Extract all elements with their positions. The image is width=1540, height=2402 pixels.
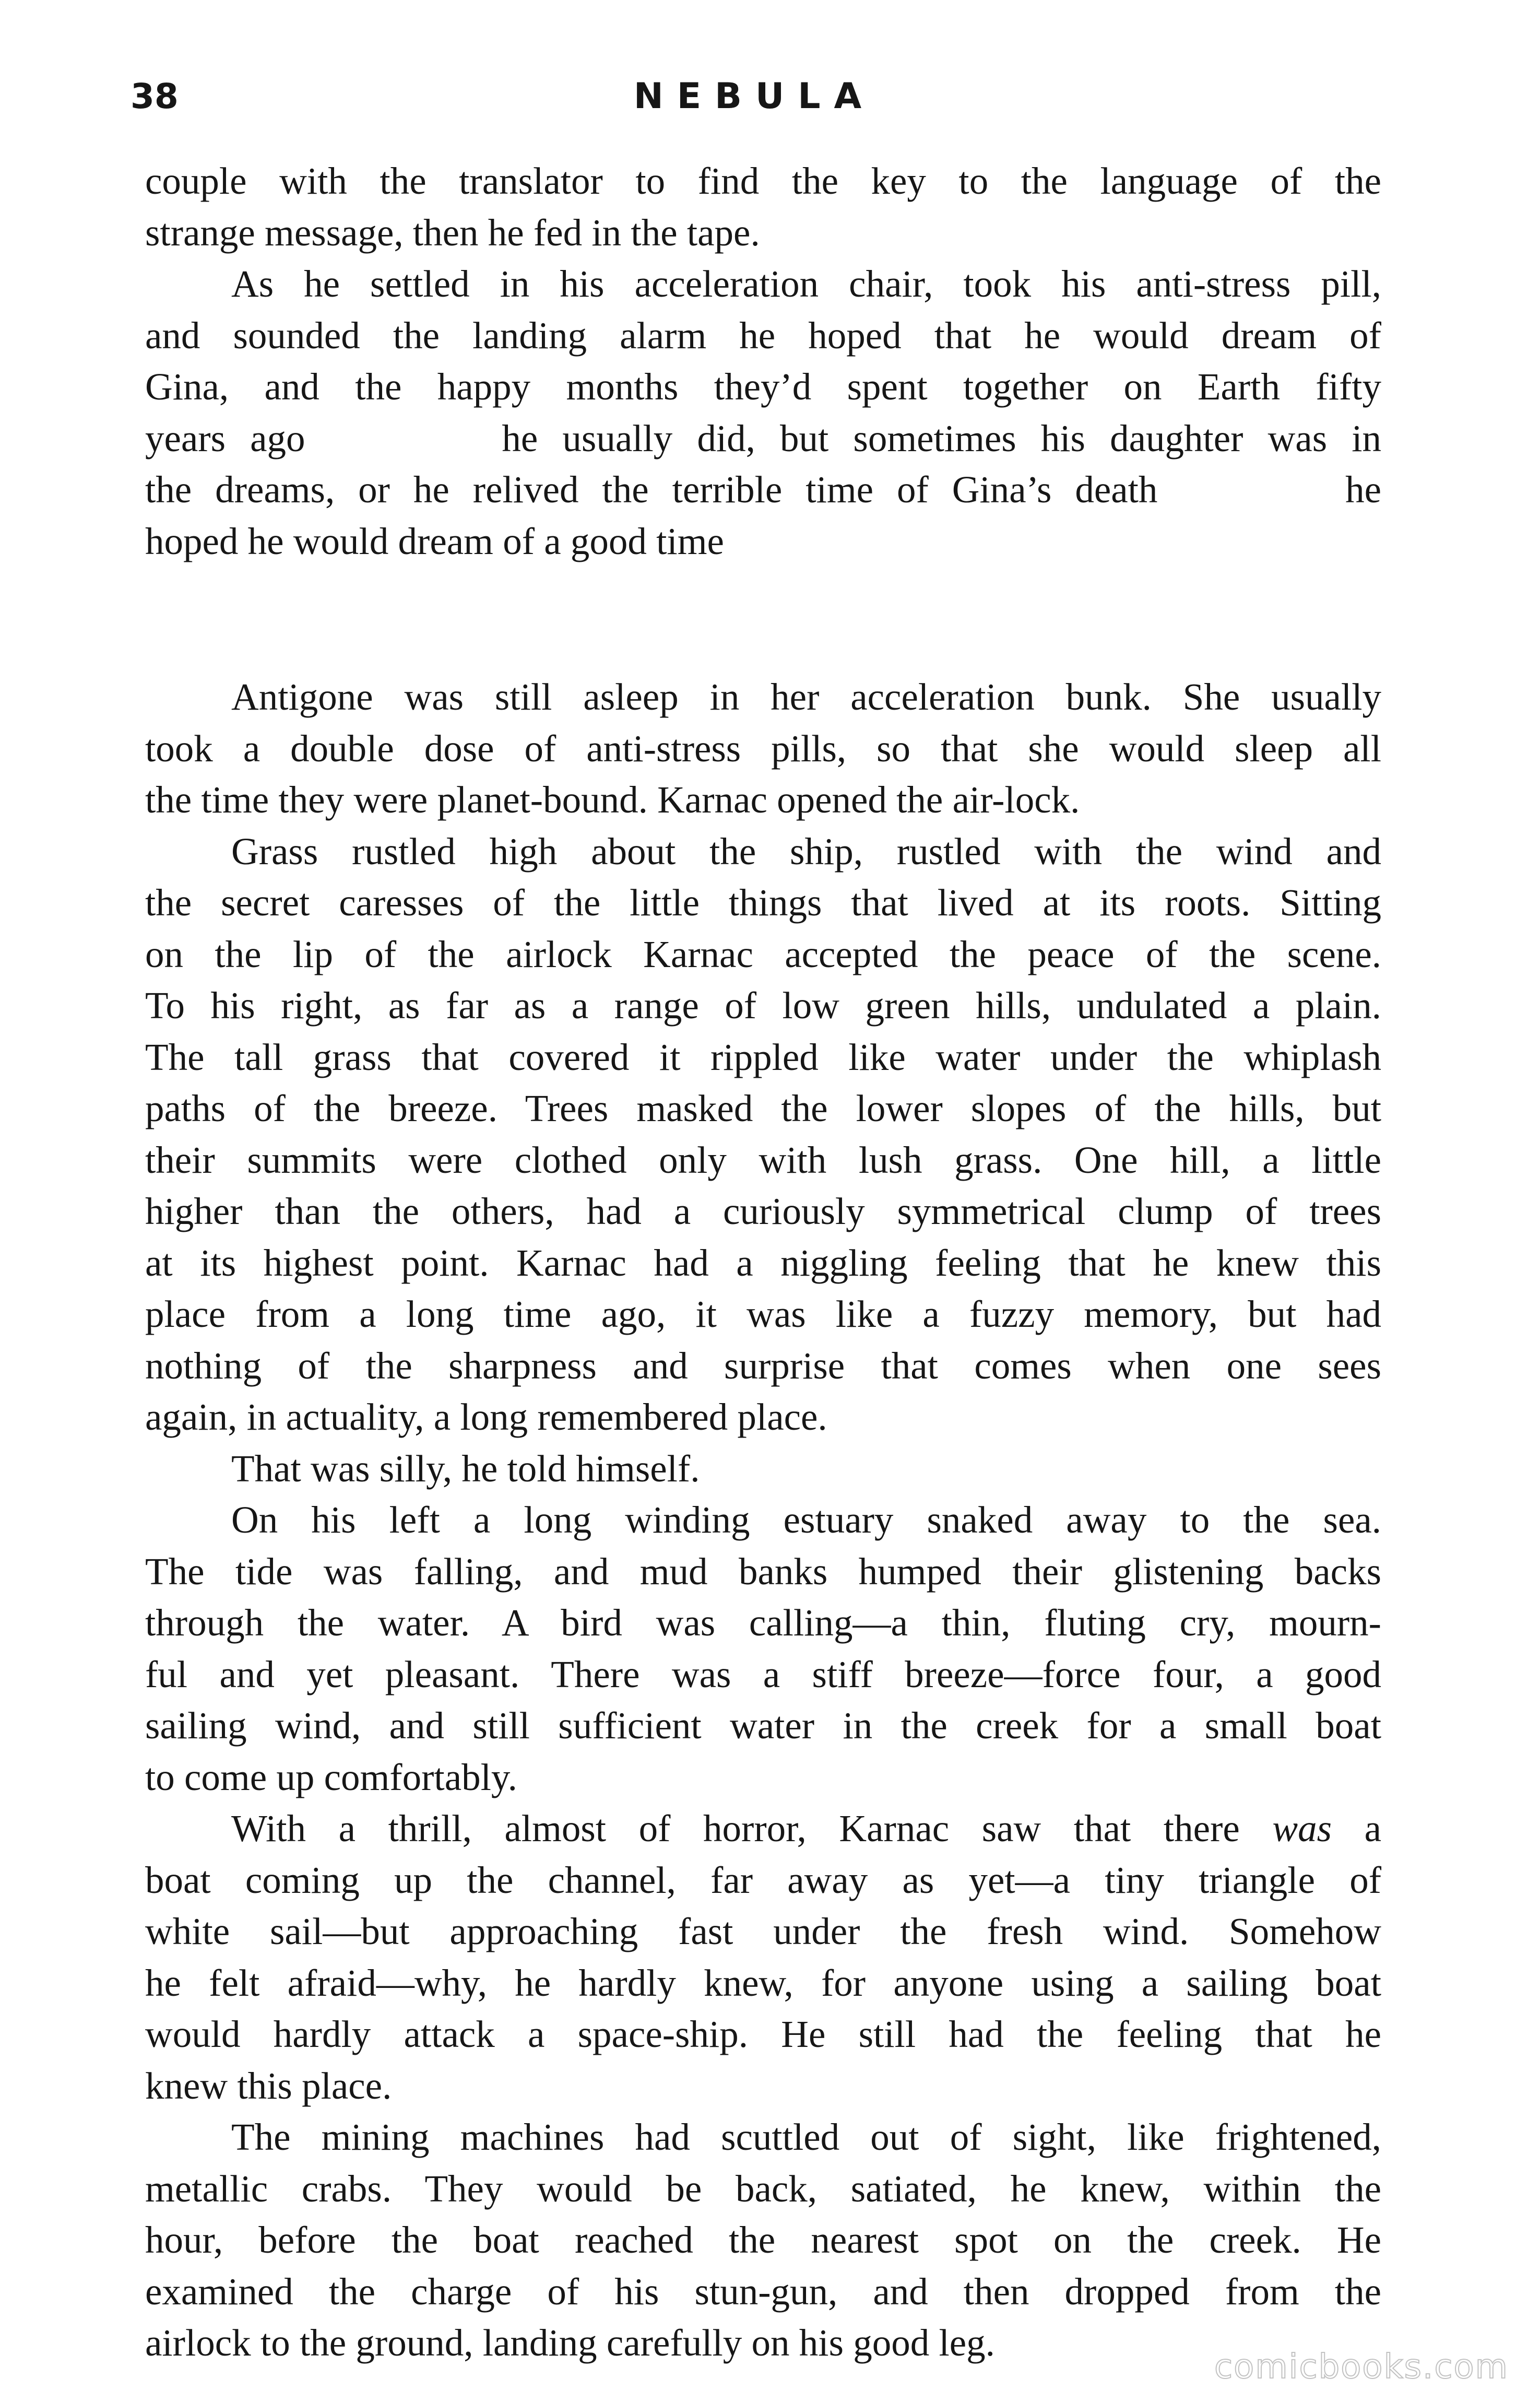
page-number: 38 <box>131 76 179 116</box>
text-line: On his left a long winding estuary snaked away to the sea. <box>231 1499 1381 1541</box>
text-line: the dreams, or he relived the terrible time of Gina’s death he <box>145 468 1381 511</box>
text-line: place from a long time ago, it was like a fuzzy memory, but had <box>145 1293 1381 1335</box>
text-line: sailing wind, and still sufficient water in the creek for a small boat <box>145 1704 1381 1747</box>
text-segment: With a thrill, almost of horror, Karnac saw that there <box>231 1807 1240 1850</box>
text-line: hour, before the boat reached the nearest spot on the creek. He <box>145 2219 1381 2261</box>
text-line: to come up comfortably. <box>145 1756 517 1798</box>
text-line: That was silly, he told himself. <box>231 1447 700 1490</box>
body-text <box>145 156 1381 2369</box>
text-line: examined the charge of his stun-gun, and then dropped from the <box>145 2270 1381 2313</box>
text-line: on the lip of the airlock Karnac accepted the peace of the scene. <box>145 933 1381 975</box>
text-line: To his right, as far as a range of low green hills, undulated a plain. <box>145 984 1381 1027</box>
text-line: the secret caresses of the little things that lived at its roots. Sitting <box>145 881 1381 924</box>
text-line: The tall grass that covered it rippled like water under the whiplash <box>145 1035 1381 1078</box>
text-line: metallic crabs. They would be back, satiated, he knew, within the <box>145 2167 1381 2210</box>
text-line: the time they were planet-bound. Karnac opened the air-lock. <box>145 779 1080 821</box>
text-line: and sounded the landing alarm he hoped that he would dream of <box>145 314 1381 357</box>
text-segment: a <box>1364 1807 1381 1850</box>
text-line: Gina, and the happy months they’d spent together on Earth fifty <box>145 366 1381 408</box>
running-title: NEBULA <box>633 76 875 117</box>
text-line: knew this place. <box>145 2064 392 2107</box>
text-line <box>145 1803 1381 1855</box>
text-line: As he settled in his acceleration chair, took his anti-stress pill, <box>231 263 1381 305</box>
emphasis-word: was <box>1272 1807 1332 1850</box>
text-line: Grass rustled high about the ship, rustled with the wind and <box>231 830 1381 873</box>
running-head <box>131 73 1378 120</box>
text-line: again, in actuality, a long remembered place. <box>145 1396 827 1438</box>
text-line: their summits were clothed only with lush grass. One hill, a little <box>145 1138 1381 1181</box>
text-line: Antigone was still asleep in her acceleration bunk. She usually <box>231 676 1381 718</box>
text-line: boat coming up the channel, far away as yet—a tiny triangle of <box>145 1858 1381 1901</box>
text-line: ful and yet pleasant. There was a stiff breeze—force four, a good <box>145 1653 1381 1695</box>
text-line: strange message, then he fed in the tape. <box>145 211 760 254</box>
text-line: he felt afraid—why, he hardly knew, for anyone using a sailing boat <box>145 1961 1381 2004</box>
text-line: The tide was falling, and mud banks humped their glistening backs <box>145 1550 1381 1593</box>
text-line: airlock to the ground, landing carefully on his good leg. <box>145 2322 995 2364</box>
text-line: white sail—but approaching fast under the fresh wind. Somehow <box>145 1910 1381 1952</box>
text-line: couple with the translator to find the key to the language of the <box>145 160 1381 202</box>
watermark: comicbooks.com <box>1214 2348 1509 2386</box>
text-line: paths of the breeze. Trees masked the lower slopes of the hills, but <box>145 1087 1381 1129</box>
text-line: would hardly attack a space-ship. He still had the feeling that he <box>145 2013 1381 2055</box>
text-line: years ago he usually did, but sometimes his daughter was in <box>145 417 1381 460</box>
text-line: nothing of the sharpness and surprise that comes when one sees <box>145 1344 1381 1387</box>
text-line: at its highest point. Karnac had a niggling feeling that he knew this <box>145 1241 1381 1284</box>
text-line: hoped he would dream of a good time <box>145 520 724 562</box>
text-line: through the water. A bird was calling—a thin, fluting cry, mourn- <box>145 1602 1381 1644</box>
text-line: took a double dose of anti-stress pills, so that she would sleep all <box>145 727 1381 770</box>
text-line: higher than the others, had a curiously symmetrical clump of trees <box>145 1190 1381 1232</box>
text-line: The mining machines had scuttled out of sight, like frightened, <box>231 2116 1381 2158</box>
section-break <box>145 567 1381 672</box>
